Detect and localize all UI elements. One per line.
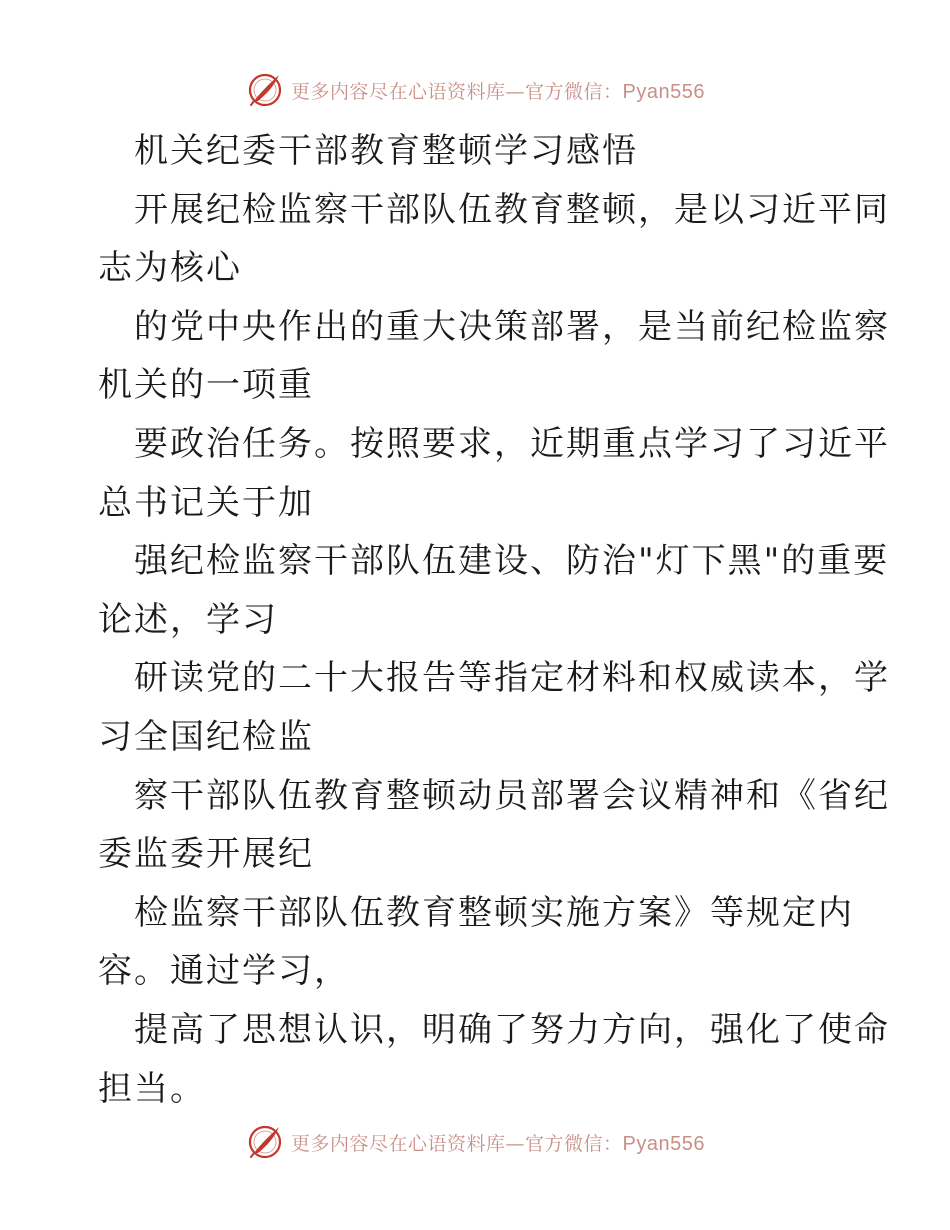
- watermark-text: [291, 1129, 705, 1156]
- paragraph-line: 论述，学习: [98, 599, 278, 640]
- paragraph-line: 检监察干部队伍教育整顿实施方案》等规定内: [134, 892, 854, 933]
- paragraph-line: 委监委开展纪: [98, 834, 314, 875]
- paragraph-line: 要政治任务。按照要求，近期重点学习了习近平: [134, 423, 890, 464]
- paragraph-line: 的党中央作出的重大决策部署，是当前纪检监察: [134, 306, 890, 347]
- watermark-handle: Pyan556: [622, 80, 705, 103]
- paragraph-line: 提高了思想认识，明确了努力方向，强化了使命: [134, 1009, 890, 1050]
- paragraph-line: 研读党的二十大报告等指定材料和权威读本，学: [134, 658, 890, 699]
- document-title: 机关纪委干部教育整顿学习感悟: [134, 131, 638, 171]
- watermark-label: 更多内容尽在心语资料库—官方微信：: [291, 80, 623, 103]
- footer-watermark: [0, 1120, 950, 1164]
- watermark-label: 更多内容尽在心语资料库—官方微信：: [291, 1132, 623, 1155]
- paragraph-line: 机关的一项重: [98, 365, 314, 406]
- paragraph-line: 习全国纪检监: [98, 716, 314, 757]
- header-watermark: [0, 68, 950, 112]
- paragraph-line: 志为核心: [98, 248, 242, 289]
- document-body: [98, 122, 890, 1118]
- quill-pen-logo-icon: [245, 1122, 285, 1162]
- paragraph-line: 总书记关于加: [98, 482, 314, 523]
- paragraph-line: 容。通过学习，: [98, 951, 350, 992]
- paragraph-line: 强纪检监察干部队伍建设、防治"灯下黑"的重要: [134, 541, 890, 582]
- watermark-text: [291, 77, 705, 104]
- quill-pen-logo-icon: [245, 70, 285, 110]
- paragraph-line: 担当。: [98, 1068, 206, 1109]
- watermark-handle: Pyan556: [622, 1132, 705, 1155]
- paragraph-line: 开展纪检监察干部队伍教育整顿，是以习近平同: [134, 189, 890, 230]
- paragraph-line: 察干部队伍教育整顿动员部署会议精神和《省纪: [134, 775, 890, 816]
